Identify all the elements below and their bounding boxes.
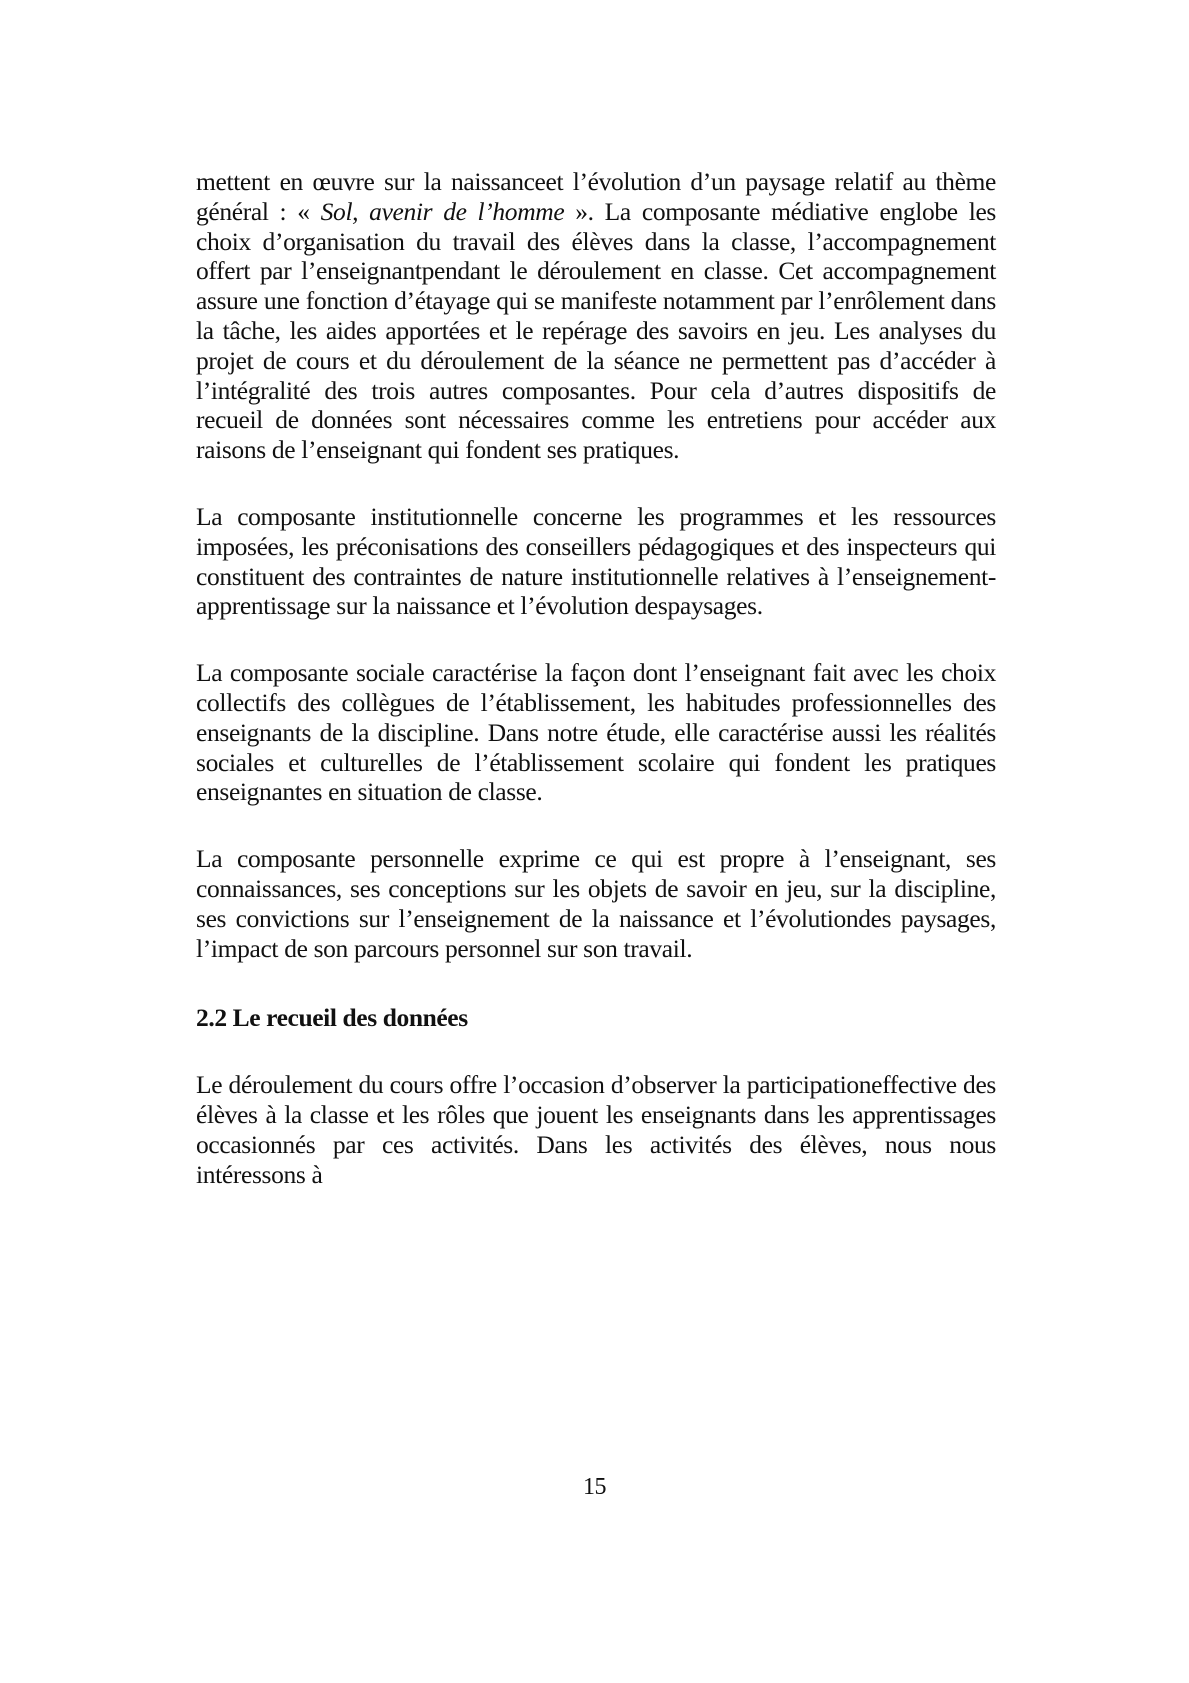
paragraph-text: ». La composante médiative englobe les choix d’organisation du travail des élèves dans la classe, l’accompagnement offert par l’enseignantpendant le déroulement en classe. Cet accompagnement assure une fonction d’étayage qui se manifeste notamment par l’enrôlement dans la tâche, les aides apportées et le repérage des savoirs en jeu. Les analyses du projet de cours et du déroulement de la séance ne permettent pas d’accéder à l’intégralité des trois autres composantes. Pour cela d’autres dispositifs de recueil de données sont nécessaires comme les entretiens pour accéder aux raisons de l’enseignant qui fondent ses pratiques. [196,196,997,465]
paragraph-spacer [196,1033,996,1070]
page-body [196,167,996,1189]
paragraph-personal-component: La composante personnelle exprime ce qui est propre à l’enseignant, ses connaissances, ses conceptions sur les objets de savoir en jeu, sur la discipline, ses convictions sur l’enseignement de la naissance et l’évolutiondes paysages, l’impact de son parcours personnel sur son travail. [196,844,996,963]
italic-theme-title: Sol, avenir de l’homme [320,196,565,226]
page-number: 15 [583,1474,606,1500]
paragraph-spacer [196,807,996,844]
paragraph-spacer [196,963,996,1003]
section-heading: 2.2 Le recueil des données [196,1003,468,1033]
paragraph-social-component: La composante sociale caractérise la façon dont l’enseignant fait avec les choix collectifs des collègues de l’établissement, les habitudes professionnelles des enseignants de la discipline. Dans notre étude, elle caractérise aussi les réalités sociales et culturelles de l’établissement scolaire qui fondent les pratiques enseignantes en situation de classe. [196,658,996,807]
paragraph-text: mettent en œuvre sur la naissanceet l’évolution d’un paysage relatif au thème général : « [196,167,996,226]
paragraph-spacer [196,621,996,658]
paragraph-mediative-component [196,167,996,465]
paragraph-institutional-component: La composante institutionnelle concerne les programmes et les ressources imposées, les préconisations des conseillers pédagogiques et des inspecteurs qui constituent des contraintes de nature institutionnelle relatives à l’enseignement-apprentissage sur la naissance et l’évolution despaysages. [196,501,996,621]
paragraph-data-collection: Le déroulement du cours offre l’occasion d’observer la participationeffective des élèves à la classe et les rôles que jouent les enseignants dans les apprentissages occasionnés par ces activités. Dans les activités des élèves, nous nous intéressons à [196,1070,996,1189]
paragraph-spacer [196,465,996,502]
